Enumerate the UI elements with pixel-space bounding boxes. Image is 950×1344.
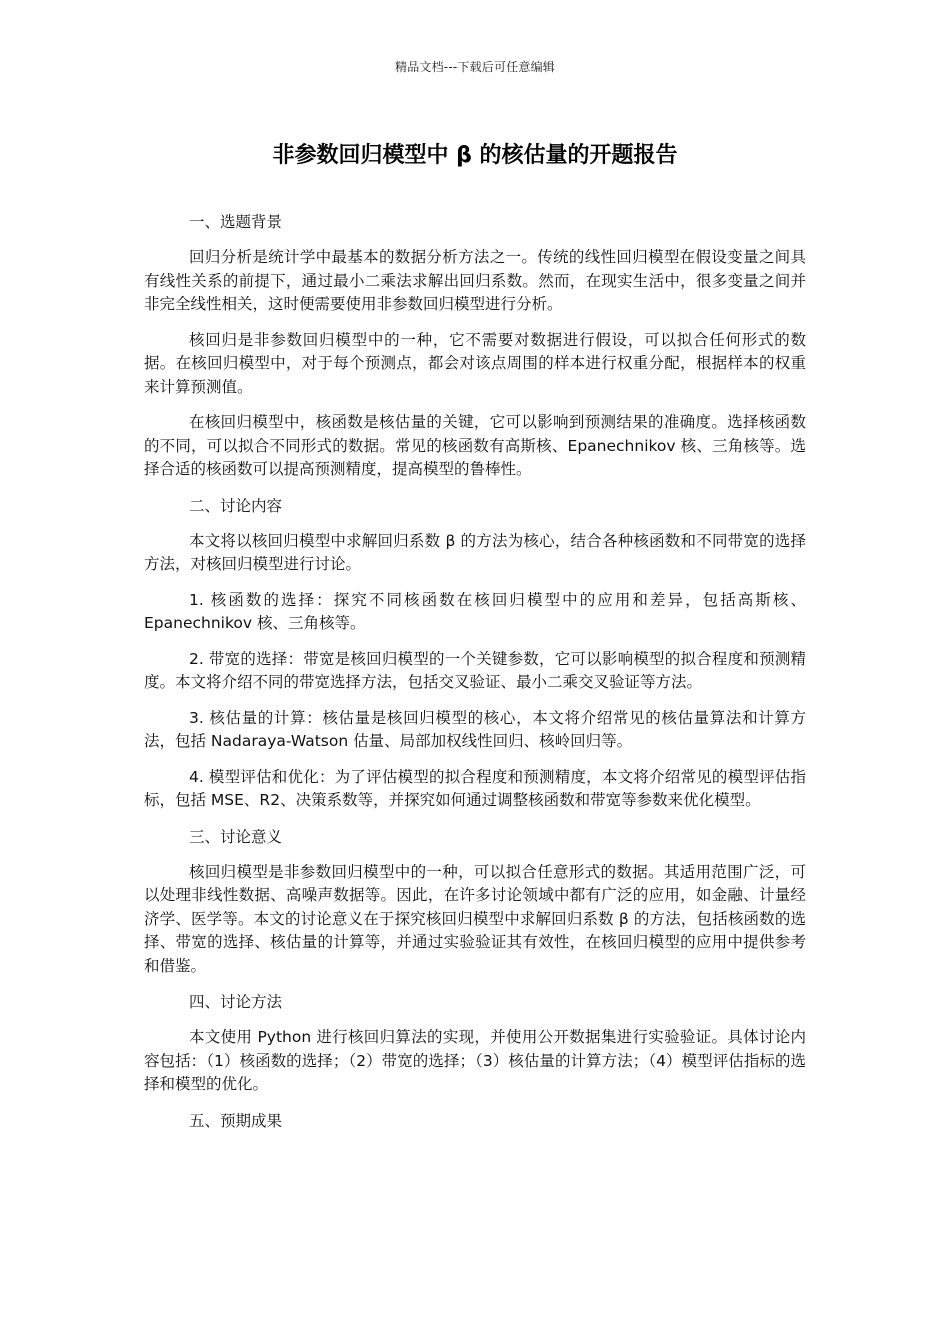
section-heading-significance: 三、讨论意义 (189, 827, 283, 846)
section-heading-content: 二、讨论内容 (189, 496, 283, 515)
document-title: 非参数回归模型中 β 的核估量的开题报告 (272, 143, 678, 168)
list-item: 2. 带宽的选择：带宽是核回归模型的一个关键参数，它可以影响模型的拟合程度和预测精度。本文将介绍不同的带宽选择方法，包括交叉验证、最小二乘交叉验证等方法。 (144, 649, 806, 691)
paragraph: 本文将以核回归模型中求解回归系数 β 的方法为核心，结合各种核函数和不同带宽的选择方法，对核回归模型进行讨论。 (144, 531, 806, 573)
list-item: 1. 核函数的选择：探究不同核函数在核回归模型中的应用和差异，包括高斯核、Epanechnikov 核、三角核等。 (144, 590, 806, 632)
list-item: 3. 核估量的计算：核估量是核回归模型的核心，本文将介绍常见的核估量算法和计算方法，包括 Nadaraya-Watson 估量、局部加权线性回归、核岭回归等。 (144, 708, 806, 750)
header-note: 精品文档---下载后可任意编辑 (395, 60, 555, 74)
list-item: 4. 模型评估和优化：为了评估模型的拟合程度和预测精度，本文将介绍常见的模型评估指标，包括 MSE、R2、决策系数等，并探究如何通过调整核函数和带宽等参数来优化模型。 (144, 767, 806, 809)
paragraph: 回归分析是统计学中最基本的数据分析方法之一。传统的线性回归模型在假设变量之间具有线性关系的前提下，通过最小二乘法求解出回归系数。然而，在现实生活中，很多变量之间并非完全线性相关，这时便需要使用非参数回归模型进行分析。 (144, 248, 806, 313)
paragraph: 在核回归模型中，核函数是核估量的关键，它可以影响到预测结果的准确度。选择核函数的不同，可以拟合不同形式的数据。常见的核函数有高斯核、Epanechnikov 核、三角核等。选择合适的核函数可以提高预测精度，提高模型的鲁棒性。 (144, 413, 806, 478)
section-heading-expected-results: 五、预期成果 (189, 1111, 283, 1130)
section-heading-background: 一、选题背景 (189, 213, 283, 231)
section-heading-methods: 四、讨论方法 (189, 993, 283, 1011)
paragraph: 核回归模型是非参数回归模型中的一种，可以拟合任意形式的数据。其适用范围广泛，可以处理非线性数据、高噪声数据等。因此，在许多讨论领域中都有广泛的应用，如金融、计量经济学、医学等。本文的讨论意义在于探究核回归模型中求解回归系数 β 的方法，包括核函数的选择、带宽的选择、核估量的计算等，并通过实验验证其有效性，在核回归模型的应用中提供参考和借鉴。 (144, 862, 806, 975)
paragraph: 核回归是非参数回归模型中的一种，它不需要对数据进行假设，可以拟合任何形式的数据。在核回归模型中，对于每个预测点，都会对该点周围的样本进行权重分配，根据样本的权重来计算预测值。 (144, 330, 806, 396)
document-body (144, 210, 806, 1145)
paragraph: 本文使用 Python 进行核回归算法的实现，并使用公开数据集进行实验验证。具体讨论内容包括：（1）核函数的选择；（2）带宽的选择；（3）核估量的计算方法；（4）模型评估指标的选择和模型的优化。 (144, 1028, 806, 1093)
